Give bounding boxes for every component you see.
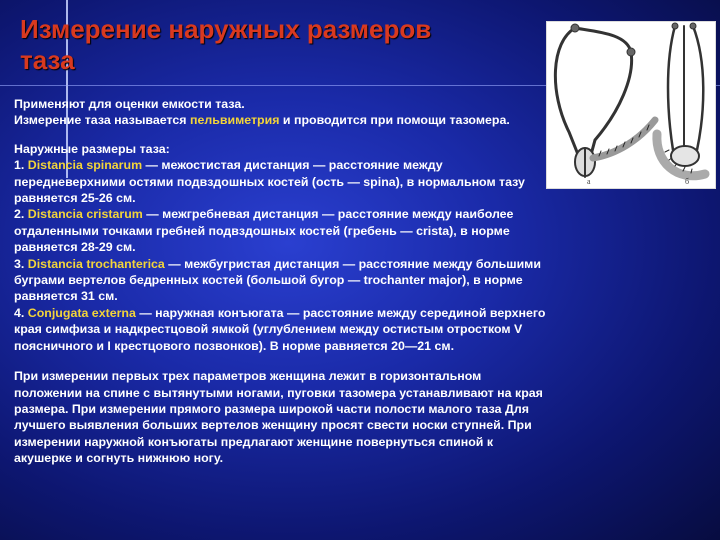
list-item-num: 1. — [14, 158, 28, 173]
list-item-term: Distancia cristarum — [27, 207, 143, 222]
slide-body — [14, 96, 550, 467]
list-item-term: Distancia trochanterica — [27, 256, 165, 271]
pelvimeter-illustration — [546, 21, 716, 189]
pelvimeter-drawing — [547, 22, 715, 188]
list-item-text: — межбугристая дистанция — расстояние между большими буграми вертелов бедренных костей (большой бугор — trochanter major), в норме равняется 31 см. — [14, 256, 541, 304]
intro-paragraph — [14, 96, 550, 129]
intro-line-1: Применяют для оценки емкости таза. — [14, 97, 245, 111]
list-item-text: — межостистая дистанция — расстояние между передневерхними остями подвздошных костей (ость — spina), в нормальном тазу равняется 25-26 см. — [14, 158, 525, 206]
figure-label-b: б — [685, 177, 690, 186]
intro-line-2-pre: Измерение таза называется — [14, 113, 190, 128]
closing-paragraph: При измерении первых трех параметров женщина лежит в горизонтальном положении на спине с вытянутыми ногами, пуговки тазомера устанавливают на края размера. При измерении прямого размера широкой части полости малого таза Для лучшего выявления больших вертелов женщину просят свести носки ступней. При измерении наружной конъюгаты предлагают женщине повернуться спиной к акушерке и согнуть нижнюю ногу. — [14, 369, 543, 466]
list-item-term: Distancia spinarum — [27, 158, 143, 173]
dimensions-heading: Наружные размеры таза: — [14, 141, 170, 156]
list-item-num: 4. — [14, 305, 28, 320]
dimensions-list — [14, 141, 550, 354]
figure-label-a: а — [587, 177, 591, 186]
slide-title: Измерение наружных размеров таза — [20, 14, 432, 75]
list-item-term: Conjugata externa — [27, 305, 136, 320]
list-item-num: 3. — [14, 256, 28, 271]
pelvimetry-term: пельвиметрия — [189, 113, 280, 128]
intro-line-2-post: и проводится при помощи тазомера. — [279, 113, 510, 128]
list-item-num: 2. — [14, 207, 28, 222]
list-item-text: — наружная конъюгата — расстояние между серединой верхнего края симфиза и надкрестцовой ямкой (углублением между остистым отростком V поясничного и I крестцового позвонков). В норме равняется 20—21 см. — [14, 305, 546, 353]
list-item-text: — межгребневая дистанция — расстояние между наиболее отдаленными точками гребней подвздошных костей (гребень — crista), в норме равняется 28-29 см. — [14, 207, 514, 255]
